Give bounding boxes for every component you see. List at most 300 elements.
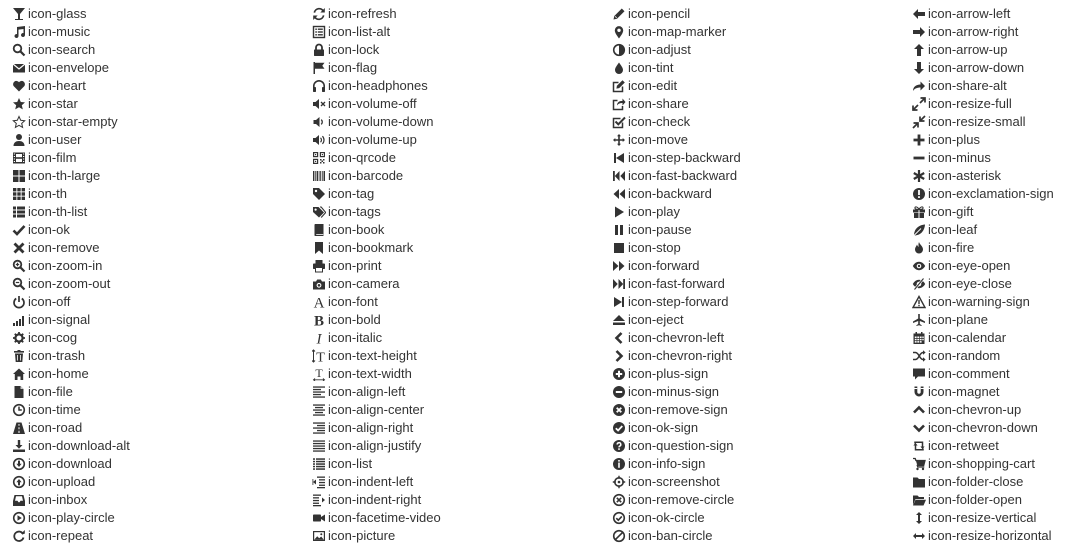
icon-list-item bbox=[912, 419, 1054, 437]
icon-label: icon-share bbox=[628, 96, 689, 111]
magnet-icon bbox=[912, 385, 926, 399]
icon-label: icon-plane bbox=[928, 312, 988, 327]
shopping-cart-icon bbox=[912, 457, 926, 471]
icon-list-item bbox=[912, 239, 1054, 257]
icon-label: icon-inbox bbox=[28, 492, 88, 507]
asterisk-icon bbox=[912, 169, 926, 183]
star-icon bbox=[12, 97, 26, 111]
icon-label: icon-chevron-right bbox=[628, 348, 733, 363]
fast-forward-icon bbox=[612, 277, 626, 291]
share-alt-icon bbox=[912, 79, 926, 93]
folder-close-icon bbox=[912, 475, 926, 489]
icon-label: icon-question-sign bbox=[628, 438, 734, 453]
icon-list-item bbox=[12, 293, 130, 311]
off-icon bbox=[12, 295, 26, 309]
icon-list-item bbox=[612, 257, 741, 275]
th-large-icon bbox=[12, 169, 26, 183]
icon-label: icon-resize-vertical bbox=[928, 510, 1037, 525]
icon-label: icon-italic bbox=[328, 330, 383, 345]
icon-list-item bbox=[312, 185, 441, 203]
icon-label: icon-zoom-out bbox=[28, 276, 111, 291]
ok-sign-icon bbox=[612, 421, 626, 435]
icon-label: icon-backward bbox=[628, 186, 712, 201]
icon-label: icon-info-sign bbox=[628, 456, 706, 471]
volume-off-icon bbox=[312, 97, 326, 111]
icon-list-item bbox=[612, 293, 741, 311]
arrow-left-icon bbox=[912, 7, 926, 21]
icon-list-item bbox=[312, 41, 441, 59]
icon-label: icon-stop bbox=[628, 240, 681, 255]
icon-list-item bbox=[312, 221, 441, 239]
user-icon bbox=[12, 133, 26, 147]
icon-label: icon-plus bbox=[928, 132, 981, 147]
chevron-right-icon bbox=[612, 349, 626, 363]
share-icon bbox=[612, 97, 626, 111]
volume-up-icon bbox=[312, 133, 326, 147]
barcode-icon bbox=[312, 169, 326, 183]
icon-list-item bbox=[312, 473, 441, 491]
cog-icon bbox=[12, 331, 26, 345]
icon-label: icon-minus bbox=[928, 150, 991, 165]
icon-list-item bbox=[612, 437, 741, 455]
download-alt-icon bbox=[12, 439, 26, 453]
resize-horizontal-icon bbox=[912, 529, 926, 543]
icon-list-item bbox=[912, 275, 1054, 293]
icon-list-item bbox=[312, 239, 441, 257]
icon-label: icon-arrow-down bbox=[928, 60, 1025, 75]
svg-text:T: T bbox=[315, 367, 323, 380]
icon-label: icon-forward bbox=[628, 258, 700, 273]
icon-label: icon-eye-close bbox=[928, 276, 1012, 291]
resize-small-icon bbox=[912, 115, 926, 129]
icon-list-item bbox=[312, 329, 441, 347]
chevron-down-icon bbox=[912, 421, 926, 435]
icon-list-item bbox=[12, 113, 130, 131]
tag-icon bbox=[312, 187, 326, 201]
icon-label: icon-trash bbox=[28, 348, 86, 363]
plus-sign-icon bbox=[612, 367, 626, 381]
icon-label: icon-tag bbox=[328, 186, 375, 201]
text-height-icon bbox=[312, 349, 326, 363]
refresh-icon bbox=[312, 7, 326, 21]
icon-label: icon-ban-circle bbox=[628, 528, 713, 543]
heart-icon bbox=[12, 79, 26, 93]
move-icon bbox=[612, 133, 626, 147]
icon-label: icon-pause bbox=[628, 222, 692, 237]
icon-list-item bbox=[612, 185, 741, 203]
info-sign-icon bbox=[612, 457, 626, 471]
icon-list-item bbox=[12, 203, 130, 221]
icon-label: icon-upload bbox=[28, 474, 96, 489]
leaf-icon bbox=[912, 223, 926, 237]
icon-list-item bbox=[12, 5, 130, 23]
icon-label: icon-th-list bbox=[28, 204, 88, 219]
font-icon bbox=[312, 295, 326, 309]
icon-list-item bbox=[612, 131, 741, 149]
download-icon bbox=[12, 457, 26, 471]
icon-label: icon-resize-full bbox=[928, 96, 1012, 111]
icon-list-item bbox=[912, 347, 1054, 365]
search-icon bbox=[12, 43, 26, 57]
icon-label: icon-lock bbox=[328, 42, 380, 57]
icon-list-item bbox=[912, 23, 1054, 41]
icon-label: icon-download-alt bbox=[28, 438, 130, 453]
icon-label: icon-file bbox=[28, 384, 73, 399]
icon-label: icon-camera bbox=[328, 276, 400, 291]
lock-icon bbox=[312, 43, 326, 57]
text-width-icon bbox=[312, 367, 326, 381]
icon-label: icon-font bbox=[328, 294, 378, 309]
icon-label: icon-ok bbox=[28, 222, 70, 237]
icon-list-item bbox=[312, 509, 441, 527]
icon-list-item bbox=[12, 473, 130, 491]
icon-label: icon-folder-close bbox=[928, 474, 1024, 489]
icon-label: icon-align-left bbox=[328, 384, 406, 399]
icon-label: icon-signal bbox=[28, 312, 91, 327]
icon-label: icon-book bbox=[328, 222, 385, 237]
icon-label: icon-list bbox=[328, 456, 373, 471]
qrcode-icon bbox=[312, 151, 326, 165]
align-right-icon bbox=[312, 421, 326, 435]
icon-label: icon-resize-small bbox=[928, 114, 1026, 129]
icon-list-item bbox=[12, 383, 130, 401]
icon-list-item bbox=[312, 59, 441, 77]
icon-list-item bbox=[612, 167, 741, 185]
play-circle-icon bbox=[12, 511, 26, 525]
icon-list-item bbox=[912, 293, 1054, 311]
icon-label: icon-star-empty bbox=[28, 114, 118, 129]
icon-label: icon-resize-horizontal bbox=[928, 528, 1052, 543]
zoom-out-icon bbox=[12, 277, 26, 291]
icon-list-item bbox=[12, 329, 130, 347]
book-icon bbox=[312, 223, 326, 237]
eject-icon bbox=[612, 313, 626, 327]
icon-label: icon-calendar bbox=[928, 330, 1007, 345]
edit-icon bbox=[612, 79, 626, 93]
bookmark-icon bbox=[312, 241, 326, 255]
icon-list-item bbox=[312, 527, 441, 545]
icon-list-item bbox=[912, 113, 1054, 131]
exclamation-sign-icon bbox=[912, 187, 926, 201]
icon-list-item bbox=[612, 203, 741, 221]
align-justify-icon bbox=[312, 439, 326, 453]
icon-label: icon-tags bbox=[328, 204, 381, 219]
icon-label: icon-edit bbox=[628, 78, 678, 93]
icon-label: icon-step-backward bbox=[628, 150, 741, 165]
adjust-icon bbox=[612, 43, 626, 57]
check-icon bbox=[612, 115, 626, 129]
icon-list-item bbox=[312, 131, 441, 149]
icon-list-item bbox=[312, 293, 441, 311]
icon-list-item bbox=[912, 77, 1054, 95]
icon-label: icon-fire bbox=[928, 240, 975, 255]
icon-list-item bbox=[12, 95, 130, 113]
icon-list-item bbox=[12, 365, 130, 383]
question-sign-icon bbox=[612, 439, 626, 453]
icon-list-item bbox=[312, 203, 441, 221]
icon-label: icon-retweet bbox=[928, 438, 999, 453]
bold-icon bbox=[312, 313, 326, 327]
icon-list-item bbox=[612, 5, 741, 23]
icon-label: icon-step-forward bbox=[628, 294, 729, 309]
tags-icon bbox=[312, 205, 326, 219]
icon-label: icon-warning-sign bbox=[928, 294, 1030, 309]
icon-list-item bbox=[12, 59, 130, 77]
step-backward-icon bbox=[612, 151, 626, 165]
icon-list-item bbox=[312, 167, 441, 185]
eye-open-icon bbox=[912, 259, 926, 273]
icon-list-item bbox=[912, 491, 1054, 509]
icon-list-item bbox=[612, 365, 741, 383]
icon-label: icon-remove bbox=[28, 240, 100, 255]
icon-label: icon-indent-left bbox=[328, 474, 414, 489]
ok-icon bbox=[12, 223, 26, 237]
icon-label: icon-envelope bbox=[28, 60, 109, 75]
minus-icon bbox=[912, 151, 926, 165]
icon-label: icon-volume-up bbox=[328, 132, 417, 147]
icon-label: icon-screenshot bbox=[628, 474, 720, 489]
icon-list-item bbox=[12, 275, 130, 293]
icon-label: icon-user bbox=[28, 132, 82, 147]
icon-list-item bbox=[312, 23, 441, 41]
icon-label: icon-eject bbox=[628, 312, 684, 327]
icon-label: icon-chevron-up bbox=[928, 402, 1022, 417]
list-alt-icon bbox=[312, 25, 326, 39]
svg-text:A: A bbox=[313, 295, 325, 309]
svg-text:B: B bbox=[313, 313, 325, 327]
icon-label: icon-indent-right bbox=[328, 492, 422, 507]
file-icon bbox=[12, 385, 26, 399]
svg-text:I: I bbox=[316, 331, 322, 345]
film-icon bbox=[12, 151, 26, 165]
icon-label: icon-check bbox=[628, 114, 691, 129]
pencil-icon bbox=[612, 7, 626, 21]
arrow-up-icon bbox=[912, 43, 926, 57]
svg-text:T: T bbox=[316, 350, 325, 363]
icon-list-item bbox=[12, 437, 130, 455]
icon-list-item bbox=[912, 455, 1054, 473]
pause-icon bbox=[612, 223, 626, 237]
icon-list-item bbox=[912, 221, 1054, 239]
icon-list-item bbox=[612, 113, 741, 131]
icon-list-item bbox=[912, 203, 1054, 221]
icon-label: icon-fast-backward bbox=[628, 168, 738, 183]
retweet-icon bbox=[912, 439, 926, 453]
icon-label: icon-picture bbox=[328, 528, 396, 543]
icon-list-item bbox=[612, 491, 741, 509]
icon-list-item bbox=[312, 491, 441, 509]
icon-list-item bbox=[912, 185, 1054, 203]
icon-list-item bbox=[12, 239, 130, 257]
upload-icon bbox=[12, 475, 26, 489]
icon-label: icon-glass bbox=[28, 6, 87, 21]
indent-left-icon bbox=[312, 475, 326, 489]
screenshot-icon bbox=[612, 475, 626, 489]
icon-label: icon-film bbox=[28, 150, 77, 165]
arrow-right-icon bbox=[912, 25, 926, 39]
icon-list-item bbox=[612, 455, 741, 473]
headphones-icon bbox=[312, 79, 326, 93]
icon-label: icon-star bbox=[28, 96, 78, 111]
icon-label: icon-repeat bbox=[28, 528, 94, 543]
icon-list-item bbox=[612, 275, 741, 293]
icon-list-item bbox=[612, 149, 741, 167]
signal-icon bbox=[12, 313, 26, 327]
tint-icon bbox=[612, 61, 626, 75]
inbox-icon bbox=[12, 493, 26, 507]
icon-list-item bbox=[12, 185, 130, 203]
icon-list-item bbox=[312, 77, 441, 95]
icon-list-item bbox=[612, 347, 741, 365]
icon-list-item bbox=[912, 167, 1054, 185]
picture-icon bbox=[312, 529, 326, 543]
stop-icon bbox=[612, 241, 626, 255]
icon-label: icon-time bbox=[28, 402, 81, 417]
icon-list-item bbox=[612, 77, 741, 95]
icon-label: icon-search bbox=[28, 42, 96, 57]
icon-label: icon-asterisk bbox=[928, 168, 1001, 183]
icon-list-item bbox=[612, 509, 741, 527]
icon-label: icon-qrcode bbox=[328, 150, 396, 165]
icon-list-item bbox=[312, 275, 441, 293]
align-center-icon bbox=[312, 403, 326, 417]
chevron-left-icon bbox=[612, 331, 626, 345]
icon-list-item bbox=[912, 329, 1054, 347]
icon-list-item bbox=[912, 41, 1054, 59]
icon-label: icon-refresh bbox=[328, 6, 397, 21]
icon-list-item bbox=[312, 113, 441, 131]
glass-icon bbox=[12, 7, 26, 21]
chevron-up-icon bbox=[912, 403, 926, 417]
icon-list-item bbox=[12, 419, 130, 437]
icon-list-item bbox=[912, 527, 1054, 545]
icon-list-item bbox=[912, 149, 1054, 167]
icon-list-item bbox=[912, 365, 1054, 383]
icon-list-item bbox=[312, 311, 441, 329]
icon-list-item bbox=[12, 41, 130, 59]
icon-label: icon-tint bbox=[628, 60, 674, 75]
icon-list-item bbox=[312, 257, 441, 275]
icon-label: icon-map-marker bbox=[628, 24, 727, 39]
icon-label: icon-share-alt bbox=[928, 78, 1007, 93]
calendar-icon bbox=[912, 331, 926, 345]
icon-label: icon-print bbox=[328, 258, 382, 273]
icon-label: icon-bold bbox=[328, 312, 381, 327]
resize-vertical-icon bbox=[912, 511, 926, 525]
icon-label: icon-text-height bbox=[328, 348, 417, 363]
icon-label: icon-align-center bbox=[328, 402, 425, 417]
icon-list-item bbox=[912, 401, 1054, 419]
icon-label: icon-random bbox=[928, 348, 1001, 363]
envelope-icon bbox=[12, 61, 26, 75]
camera-icon bbox=[312, 277, 326, 291]
icon-list-item bbox=[12, 77, 130, 95]
icon-column-4 bbox=[912, 5, 1054, 545]
remove-sign-icon bbox=[612, 403, 626, 417]
fire-icon bbox=[912, 241, 926, 255]
icon-list-item bbox=[312, 419, 441, 437]
icon-label: icon-th bbox=[28, 186, 68, 201]
icon-label: icon-chevron-down bbox=[928, 420, 1038, 435]
icon-label: icon-comment bbox=[928, 366, 1010, 381]
resize-full-icon bbox=[912, 97, 926, 111]
icon-list-item bbox=[612, 329, 741, 347]
repeat-icon bbox=[12, 529, 26, 543]
icon-label: icon-music bbox=[28, 24, 91, 39]
icon-label: icon-barcode bbox=[328, 168, 404, 183]
icon-label: icon-ok-circle bbox=[628, 510, 705, 525]
icon-column-1 bbox=[12, 5, 130, 545]
icon-label: icon-remove-sign bbox=[628, 402, 728, 417]
gift-icon bbox=[912, 205, 926, 219]
icon-list-item bbox=[612, 23, 741, 41]
icon-label: icon-play-circle bbox=[28, 510, 115, 525]
star-empty-icon bbox=[12, 115, 26, 129]
icon-label: icon-play bbox=[628, 204, 681, 219]
icon-list-item bbox=[12, 221, 130, 239]
icon-label: icon-shopping-cart bbox=[928, 456, 1035, 471]
icon-label: icon-leaf bbox=[928, 222, 978, 237]
icon-list-item bbox=[912, 95, 1054, 113]
icon-label: icon-bookmark bbox=[328, 240, 414, 255]
arrow-down-icon bbox=[912, 61, 926, 75]
icon-label: icon-fast-forward bbox=[628, 276, 725, 291]
icon-list-item bbox=[312, 401, 441, 419]
icon-list-item bbox=[312, 5, 441, 23]
icon-list-item bbox=[312, 437, 441, 455]
th-icon bbox=[12, 187, 26, 201]
icon-list-item bbox=[12, 527, 130, 545]
icon-label: icon-minus-sign bbox=[628, 384, 720, 399]
icon-label: icon-list-alt bbox=[328, 24, 391, 39]
icon-label: icon-text-width bbox=[328, 366, 412, 381]
ok-circle-icon bbox=[612, 511, 626, 525]
time-icon bbox=[12, 403, 26, 417]
icon-list-item bbox=[12, 131, 130, 149]
icon-list-item bbox=[312, 365, 441, 383]
icon-label: icon-home bbox=[28, 366, 89, 381]
icon-label: icon-arrow-up bbox=[928, 42, 1008, 57]
backward-icon bbox=[612, 187, 626, 201]
plane-icon bbox=[912, 313, 926, 327]
icon-list-item bbox=[612, 59, 741, 77]
icon-list-item bbox=[612, 41, 741, 59]
icon-label: icon-move bbox=[628, 132, 688, 147]
icon-label: icon-align-justify bbox=[328, 438, 422, 453]
icon-list-item bbox=[912, 5, 1054, 23]
icon-label: icon-folder-open bbox=[928, 492, 1022, 507]
icon-label: icon-heart bbox=[28, 78, 86, 93]
icon-label: icon-road bbox=[28, 420, 83, 435]
icon-label: icon-adjust bbox=[628, 42, 691, 57]
facetime-video-icon bbox=[312, 511, 326, 525]
icon-label: icon-headphones bbox=[328, 78, 428, 93]
icon-list-item bbox=[912, 257, 1054, 275]
icon-list-item bbox=[12, 311, 130, 329]
eye-close-icon bbox=[912, 277, 926, 291]
icon-list-item bbox=[12, 23, 130, 41]
ban-circle-icon bbox=[612, 529, 626, 543]
icon-label: icon-plus-sign bbox=[628, 366, 709, 381]
volume-down-icon bbox=[312, 115, 326, 129]
icon-list-item bbox=[912, 311, 1054, 329]
trash-icon bbox=[12, 349, 26, 363]
music-icon bbox=[12, 25, 26, 39]
icon-list-item bbox=[912, 509, 1054, 527]
icon-label: icon-ok-sign bbox=[628, 420, 699, 435]
align-left-icon bbox=[312, 385, 326, 399]
icon-list-item bbox=[12, 509, 130, 527]
